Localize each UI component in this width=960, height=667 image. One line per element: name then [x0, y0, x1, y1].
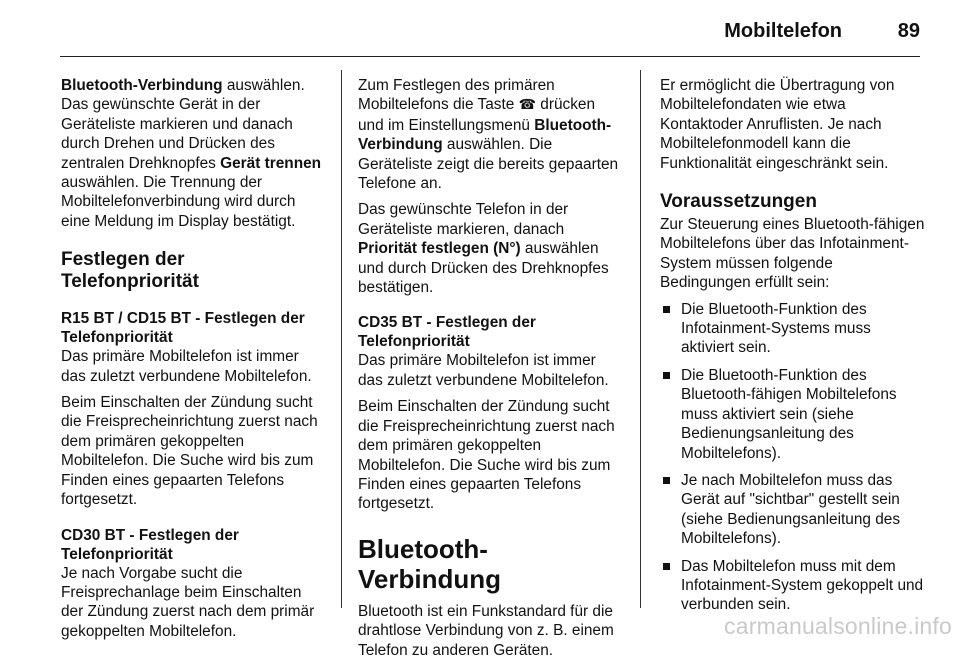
- heading-cd30: CD30 BT - Festlegen der Telefonpriorität: [61, 526, 239, 563]
- heading-bluetooth-verbindung: Bluetooth-Verbindung: [358, 533, 501, 594]
- term-prioritaet-festlegen: Priorität festlegen (N°): [358, 240, 521, 258]
- heading-voraussetzungen: Voraussetzungen: [660, 191, 817, 213]
- paragraph-disconnect: [61, 76, 327, 231]
- paragraph-set-priority: [358, 200, 624, 297]
- heading-cd35: CD35 BT - Festlegen der Telefonpriorität: [358, 314, 536, 351]
- heading-telefonprioritaet: Festlegen der Telefonpriorität: [61, 249, 199, 293]
- list-item: Das Mobiltelefon muss mit dem Infotainment-System gekoppelt und verbunden sein.: [660, 557, 926, 615]
- paragraph-primary-phone: [358, 76, 624, 193]
- paragraph-r15-1: Das primäre Mobiltelefon ist immer das zuletzt verbundene Mobiltelefon.: [61, 348, 312, 385]
- text-run: Zum Festlegen des primären Mobiltelefons die Taste: [358, 77, 555, 114]
- page-header: [0, 0, 960, 58]
- paragraph-cd30: Je nach Vorgabe sucht die Freisprechanlage beim Einschalten der Zündung zuerst nach dem primär gekoppelten Mobiltelefon.: [61, 564, 315, 640]
- text-run: drücken und im Einstellungsmenü: [358, 96, 596, 134]
- text-run: auswählen. Das gewünschte Gerät in der Geräteliste markieren und danach durch Drehen und Drücken des zentralen Drehknopfes: [61, 77, 305, 172]
- column-1: [61, 76, 327, 648]
- column-2: [358, 76, 624, 667]
- term-bluetooth-verbindung: Bluetooth-Verbindung: [61, 77, 223, 94]
- list-item: Je nach Mobiltelefon muss das Gerät auf "sichtbar" gestellt sein (siehe Bedienungsanleitung des Mobiltelefons).: [660, 471, 926, 549]
- page-number: 89: [897, 20, 920, 42]
- paragraph-r15-2: Beim Einschalten der Zündung sucht die Freisprecheinrichtung zuerst nach dem primären gekoppelten Mobiltelefon. Die Suche wird bis zum Finden eines gepaarten Telefons fortgesetzt.: [61, 394, 318, 509]
- column-divider-1: [341, 70, 342, 608]
- paragraph-cd35-2: Beim Einschalten der Zündung sucht die Freisprecheinrichtung zuerst nach dem primären gekoppelten Mobiltelefon. Die Suche wird bis zum Finden eines gepaarten Telefons fortgesetzt.: [358, 398, 615, 513]
- phone-settings-icon: ☎: [518, 97, 537, 114]
- list-item: Die Bluetooth-Funktion des Infotainment-Systems muss aktiviert sein.: [660, 300, 926, 358]
- column-3: [660, 76, 926, 623]
- running-title: Mobiltelefon: [724, 20, 842, 42]
- paragraph-voraussetzungen: Zur Steuerung eines Bluetooth-fähigen Mobiltelefons über das Infotainment-System müssen folgende Bedingungen erfüllt sein:: [660, 216, 925, 292]
- text-run: Das gewünschte Telefon in der Geräteliste markieren, danach: [358, 201, 569, 238]
- paragraph-cd35-1: Das primäre Mobiltelefon ist immer das zuletzt verbundene Mobiltelefon.: [358, 352, 609, 389]
- term-bluetooth-verbindung: Bluetooth-Verbindung: [358, 116, 612, 154]
- heading-r15: R15 BT / CD15 BT - Festlegen der Telefonpriorität: [61, 310, 305, 347]
- text-run: auswählen. Die Trennung der Mobiltelefonverbindung wird durch eine Meldung im Display bestätigt.: [61, 174, 296, 230]
- header-rule: [60, 56, 920, 57]
- list-item: Die Bluetooth-Funktion des Bluetooth-fähigen Mobiltelefons muss aktiviert sein (siehe Bedienungsanleitung des Mobiltelefons).: [660, 366, 926, 463]
- text-run: auswählen. Die Geräteliste zeigt die bereits gepaarten Telefone an.: [358, 136, 619, 193]
- column-divider-2: [640, 70, 641, 608]
- paragraph-bluetooth: Bluetooth ist ein Funkstandard für die drahtlose Verbindung von z. B. einem Telefon zu anderen Geräten.: [358, 602, 614, 659]
- paragraph-transfer: Er ermöglicht die Übertragung von Mobiltelefondaten wie etwa Kontaktoder Anruflisten. Je nach Mobiltelefonmodell kann die Funktionalität eingeschränkt sein.: [660, 77, 895, 172]
- term-geraet-trennen: Gerät trennen: [220, 154, 322, 172]
- text-run: auswählen und durch Drücken des Drehknopfes bestätigen.: [358, 240, 609, 297]
- watermark: carmanualsonline.info: [724, 613, 952, 639]
